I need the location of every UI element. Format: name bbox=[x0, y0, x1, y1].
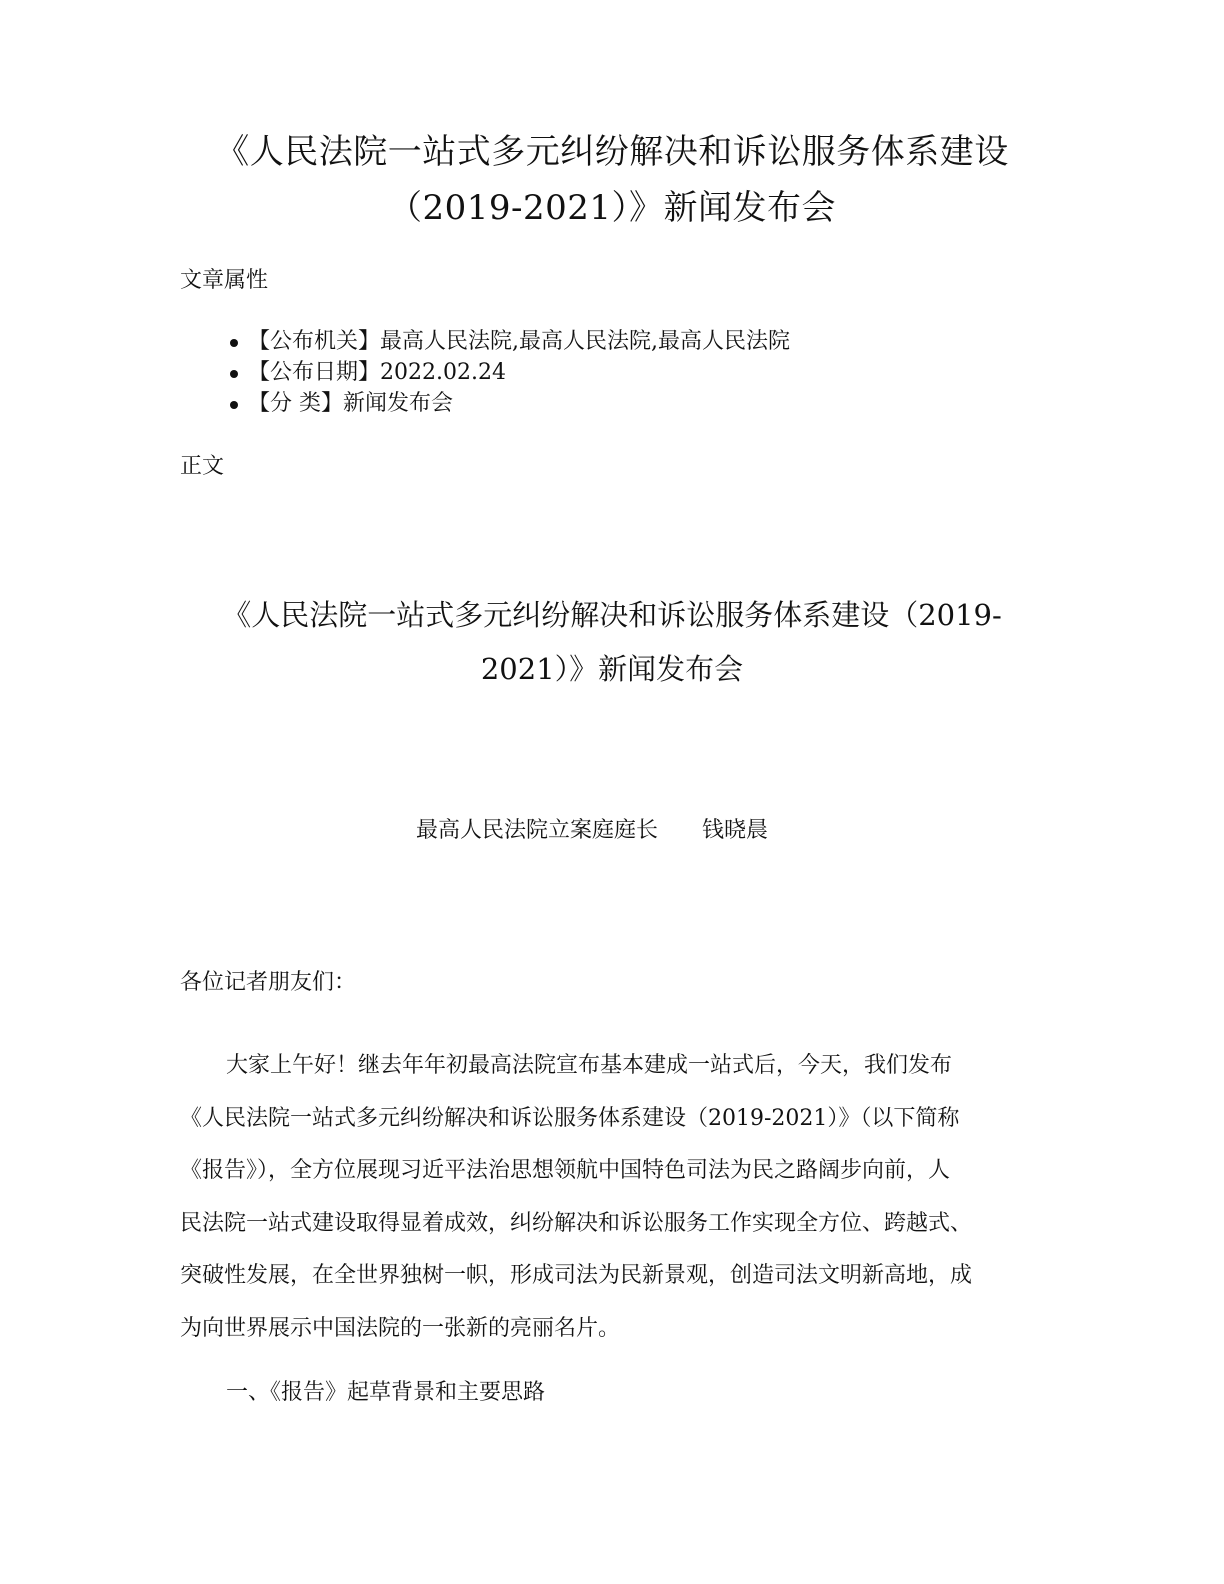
paragraph-line: 突破性发展，在全世界独树一帜，形成司法为民新景观，创造司法文明新高地，成 bbox=[180, 1263, 973, 1288]
document-title-line-2: （2019-2021）》新闻发布会 bbox=[387, 188, 837, 228]
section-heading: 一、《报告》起草背景和主要思路 bbox=[226, 1380, 546, 1405]
attributes-label: 文章属性 bbox=[180, 268, 269, 293]
document-title bbox=[170, 124, 1054, 236]
body-title bbox=[180, 588, 1044, 696]
attribute-date: 【公布日期】2022.02.24 bbox=[230, 357, 790, 388]
author-role: 最高人民法院立案庭庭长 bbox=[416, 818, 659, 843]
paragraph-line: 民法院一站式建设取得显着成效，纠纷解决和诉讼服务工作实现全方位、跨越式、 bbox=[180, 1210, 973, 1236]
paragraph-line: 《人民法院一站式多元纠纷解决和诉讼服务体系建设（2019-2021）》（以下简称 bbox=[180, 1105, 960, 1131]
attributes-list bbox=[230, 326, 790, 419]
author-line bbox=[416, 816, 768, 846]
body-title-line-2: 2021）》新闻发布会 bbox=[480, 652, 744, 686]
attribute-category: 【分 类】新闻发布会 bbox=[230, 388, 790, 419]
opening-paragraph bbox=[180, 1040, 1042, 1355]
body-label: 正文 bbox=[180, 454, 225, 479]
attribute-publisher: 【公布机关】最高人民法院,最高人民法院,最高人民法院 bbox=[230, 326, 790, 357]
body-title-line-1: 《人民法院一站式多元纠纷解决和诉讼服务体系建设（2019- bbox=[222, 598, 1002, 632]
paragraph-line: 《报告》），全方位展现习近平法治思想领航中国特色司法为民之路阔步向前，人 bbox=[180, 1158, 951, 1183]
author-name: 钱晓晨 bbox=[702, 818, 769, 843]
salutation: 各位记者朋友们： bbox=[180, 970, 357, 995]
document-title-line-1: 《人民法院一站式多元纠纷解决和诉讼服务体系建设 bbox=[215, 132, 1009, 172]
paragraph-line: 大家上午好！继去年年初最高法院宣布基本建成一站式后，今天，我们发布 bbox=[226, 1053, 953, 1078]
paragraph-line: 为向世界展示中国法院的一张新的亮丽名片。 bbox=[180, 1315, 621, 1341]
